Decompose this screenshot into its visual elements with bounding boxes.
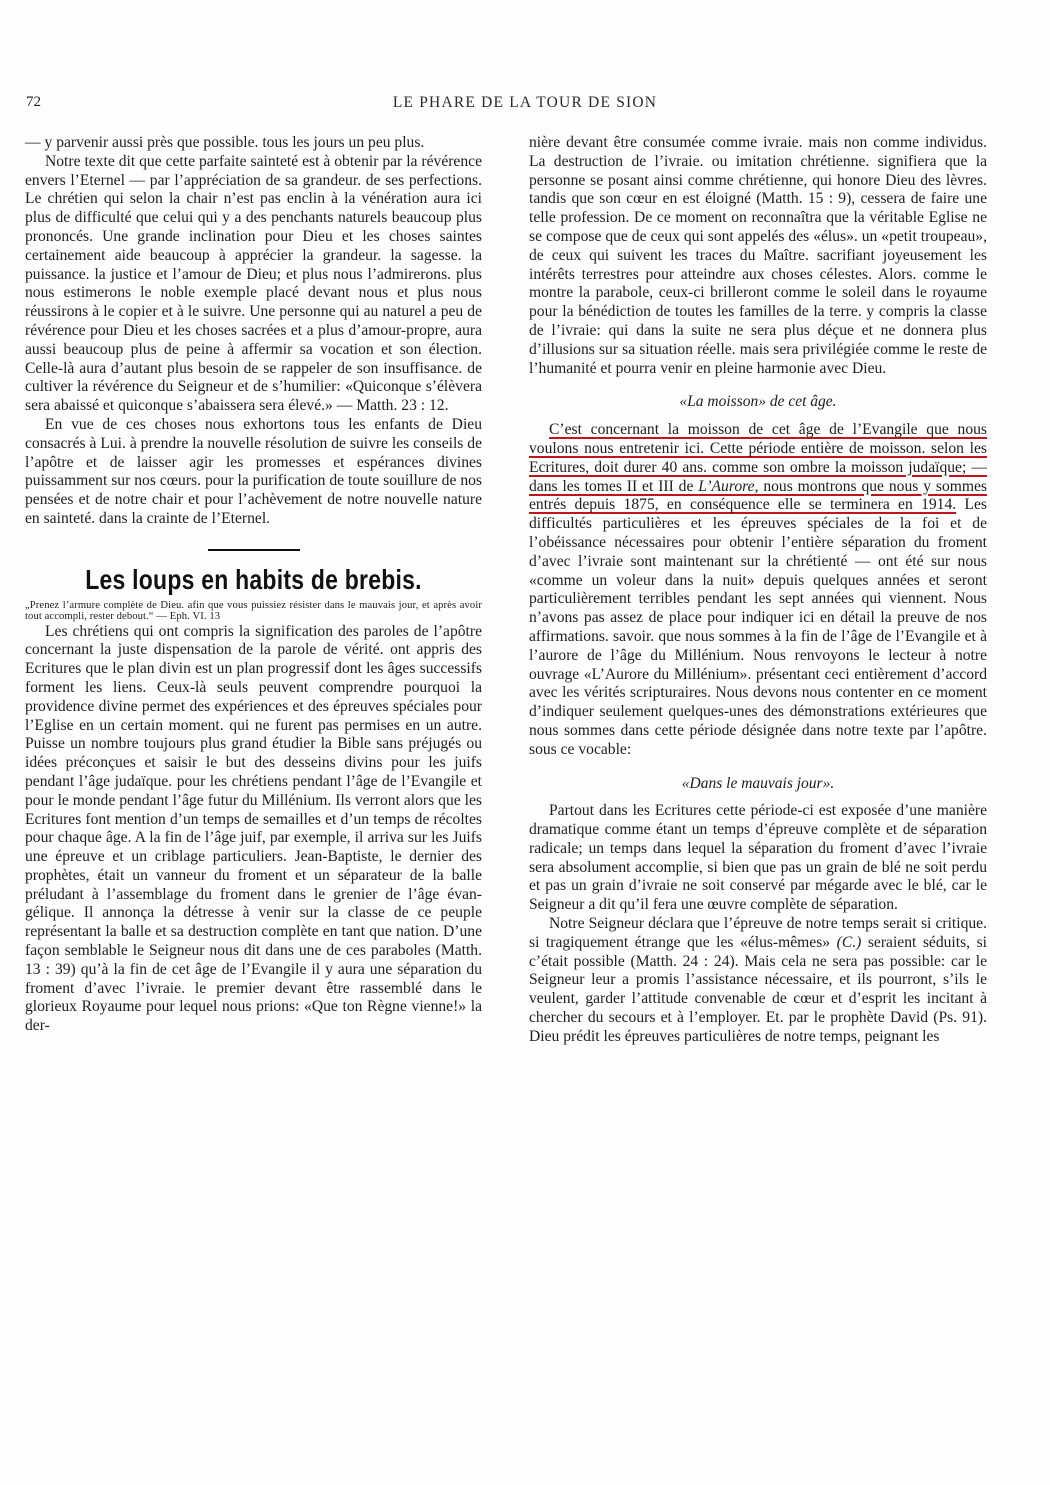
running-title: LE PHARE DE LA TOUR DE SION xyxy=(392,94,658,111)
article-title: Les loups en habits de brebis. xyxy=(85,563,422,595)
paragraph xyxy=(529,421,987,759)
section-subheading: «Dans le mauvais jour». xyxy=(681,774,835,792)
epigraph: „Prenez l’armure complète de Dieu. afin que vous puissiez résister dans le mauvais jour, et après avoir tout accompli, rester debout.“ — Eph. VI. 13 xyxy=(25,599,482,623)
paragraph-text: Les difficultés particulières et les épreuves spéciales de la foi et de l’obéissance nécessaires pour obtenir l’entière séparation du froment d’avec l’ivraie sont maintenant sur la chrétienté — ont été sur nous «comme un voleur dans la nuit» depuis quelques années et seront particulièrement terribles pendant les sept années qui viennent. Nous n’avons pas assez de place pour indiquer ici en détail la preuve de nos affirmations. savoir. que nous sommes à la fin de l’âge de l’Evangile et à l’aurore de l’âge du Millénium. Nous renvoyons le lecteur à notre ouvrage «L’Aurore du Millénium». présentant ceci entièrement d’accord avec les vérités scripturaires. Nous devons nous contenter en ce moment d’indiquer seulement quelques-unes des démonstrations extérieures que nous sommes dans cette période désignée dans notre texte par l’apôtre. sous ce vocable: xyxy=(529,496,987,758)
left-column xyxy=(25,134,482,1036)
paragraph: — y parvenir aussi près que possible. tous les jours un peu plus. xyxy=(25,134,425,151)
paragraph: nière devant être consumée comme ivraie. mais non comme individus. La destruction de l’ivraie. ou imitation chrétienne. signifiera que la personne se posant ainsi comme chrétienne, qui honore Dieu des lèvres. tandis que son cœur en est éloigné (Matth. 15 : 9), cessera de faire une telle profession. De ce moment on reconnaîtra que la véritable Eglise ne se compose que de ceux qui sont appelés des «élus». un «petit troupeau», de ceux qui suivent les traces du Maître. sacrifiant joyeusement les intérêts terrestres pour atteindre aux choses célestes. Alors. comme le montre la parabole, ceux-ci brilleront comme le soleil dans le royaume pour la bénédiction de toutes les familles de la terre. y compris la classe de l’ivraie: qui dans la suite ne sera plus déçue et ne donnera plus d’illusions sur sa situation réelle. mais sera privilégiée comme le reste de l’humanité et pourra venir en pleine harmonie avec Dieu. xyxy=(529,134,987,377)
section-divider xyxy=(208,549,300,551)
underlined-passage: C’est concernant la moisson de cet âge de l’Evangile que nous voulons nous entretenir ici. Cette période entière de moisson. selon les Ecritures, doit durer 40 ans. comme son ombre la moisson judaïque; — dans les tomes II et III de xyxy=(529,421,987,495)
right-column xyxy=(529,134,987,1047)
paragraph: En vue de ces choses nous exhortons tous les enfants de Dieu consacrés à Lui. à prendre la nouvelle résolution de suivre les conseils de l’apôtre et de laisser agir les promesses et espérances divines puissamment sur nos cœurs. pour la purification de toute souillure de nos pensées et de notre chair et pour l’achèvement de notre nouvelle nature en sainteté. dans la crainte de l’Eternel. xyxy=(25,415,482,527)
footnote-marker: (C.) xyxy=(836,933,862,951)
page-number: 72 xyxy=(26,94,41,110)
paragraph: Partout dans les Ecritures cette période-ci est exposée d’une manière dramatique comme étant un temps d’épreuve complète et de séparation radicale; un temps dans lequel la séparation du froment d’avec l’ivraie sera absolument accomplie, si bien que pas un grain de blé ne soit perdu et pas un grain d’ivraie ne soit conservé par mégarde avec le blé, car le Seigneur a dit qu’il fera une œuvre complète de séparation. xyxy=(529,802,987,914)
paragraph-text: seraient séduits, si c’était possible (Matth. 24 : 24). Mais cela ne sera pas possible: car le Seigneur leur a promis l’assistance nécessaire, et ils pourront, s’ils le veulent, garder l’attitude convenable de cœur et d’esprit les incitant à chercher du secours et à l’employer. Et. par le prophète David (Ps. 91). Dieu prédit les épreuves particulières de notre temps, peignant les xyxy=(529,933,987,1045)
book-title: L’Aurore xyxy=(698,477,755,495)
paragraph: Notre texte dit que cette parfaite sainteté est à obtenir par la révérence envers l’Eternel — par l’appréciation de sa grandeur. de ses perfections. Le chrétien qui selon la chair n’est pas enclin à la vénération aura ici plus de difficulté que celui qui y a des penchants naturels beaucoup plus prononcés. Une grande inclination pour Dieu et les choses saintes certainement aide beaucoup à apprécier la grandeur. la sagesse. la puissance. la justice et l’amour de Dieu; et plus nous l’admirerons. plus nous estimerons le noble exemple placé devant nous et plus nous réussirons à le copier et à le suivre. Une personne qui au naturel a peu de révérence pour Dieu et les choses sacrées et a plus d’amour-propre, aura aussi beaucoup plus de peine à affermir sa vocation et son élection. Celle-là aura d’autant plus besoin de se rappeler de son insuffisance. de cultiver la révérence du Seigneur et de s’humilier: «Quiconque s’élèvera sera abaissé et quiconque s’abaissera sera élevé.» — Matth. 23 : 12. xyxy=(25,152,482,415)
paragraph-text: Notre Seigneur déclara que l’épreuve de notre temps serait si critique. si tragiquement étrange que les «élus-mêmes» xyxy=(529,915,987,951)
section-subheading: «La moisson» de cet âge. xyxy=(679,393,837,411)
paragraph: Les chrétiens qui ont compris la signification des paroles de l’apôtre concernant la juste dispensation de la parole de vérité. ont appris des Ecritures que le plan divin est un plan progressif dont les âges successifs forment les liens. Ceux-là seuls peuvent comprendre pourquoi la providence divine permet des expériences et des épreuves spéciales pour l’Eglise en un certain moment. qui ne furent pas permises en un autre. Puisse un nombre toujours plus grand étudier la Bible sans préjugés ou idées préconçues et saisir le but des desseins divins pour les juifs pendant l’âge judaïque. pour les chrétiens pendant l’âge de l’Evangile et pour le monde pendant l’âge futur du Millénium. Ils verront alors que les Ecritures font mention d’un temps de semailles et d’un temps de récoltes pour chaque âge. A la fin de l’âge juif, par exemple, il arriva sur les Juifs une épreuve et un criblage particuliers. Jean-Baptiste, le dernier des prophètes, était un vanneur du froment et un séparateur de la balle préludant à l’assemblage du froment dans le grenier de l’âge évangélique. Il annonça la détresse à venir sur la classe de ce peuple représentant la balle et sa destruction complète en tant que nation. D’une façon semblable le Seigneur nous dit dans une de ces paraboles (Matth. 13 : 39) qu’à la fin de cet âge de l’Evangile il y aura une séparation du froment d’avec l’ivraie. le premier devant être rassemblé dans le glorieux Royaume pour lequel nous prions: «Que ton Règne vienne!» la der- xyxy=(25,622,482,1035)
underlined-passage: , nous montrons que nous y sommes entrés depuis 1875, en conséquence elle se terminera en 1914. xyxy=(529,477,987,514)
paragraph xyxy=(529,915,987,1047)
